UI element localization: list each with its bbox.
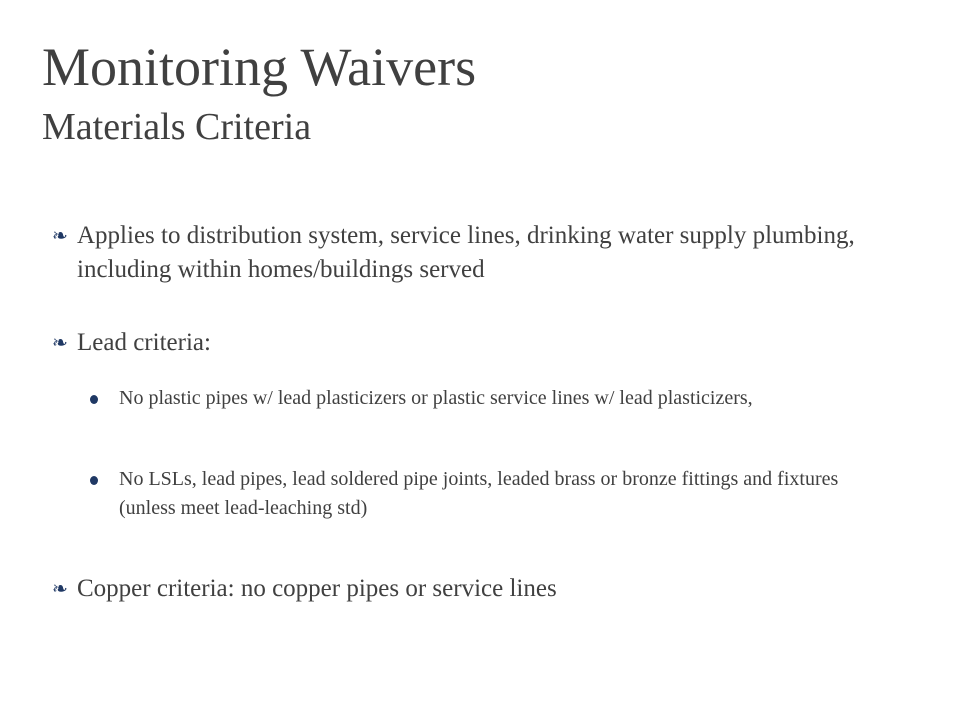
- fleuron-bullet-icon: ❧: [52, 578, 68, 600]
- bullet-text: Copper criteria: no copper pipes or service lines: [77, 575, 557, 602]
- bullet-item-applies: [52, 219, 872, 287]
- sub-bullet-item-plastic-pipes: [90, 384, 870, 413]
- sub-bullet-text: No plastic pipes w/ lead plasticizers or plastic service lines w/ lead plasticizers,: [119, 387, 753, 409]
- round-bullet-icon: [90, 476, 98, 485]
- bullet-item-lead-criteria: [52, 326, 872, 360]
- round-bullet-icon: [90, 395, 98, 404]
- sub-bullet-item-lead-fittings: [90, 465, 870, 523]
- sub-bullet-text: No LSLs, lead pipes, lead soldered pipe joints, leaded brass or bronze fittings and fixtures (unless meet lead-leaching std): [119, 468, 839, 519]
- slide-subtitle: Materials Criteria: [42, 106, 312, 148]
- bullet-text: Lead criteria:: [77, 329, 211, 356]
- bullet-text: Applies to distribution system, service lines, drinking water supply plumbing, including within homes/buildings served: [77, 222, 855, 283]
- bullet-item-copper-criteria: [52, 572, 872, 606]
- slide-title: Monitoring Waivers: [42, 37, 477, 97]
- fleuron-bullet-icon: ❧: [52, 225, 68, 247]
- fleuron-bullet-icon: ❧: [52, 332, 68, 354]
